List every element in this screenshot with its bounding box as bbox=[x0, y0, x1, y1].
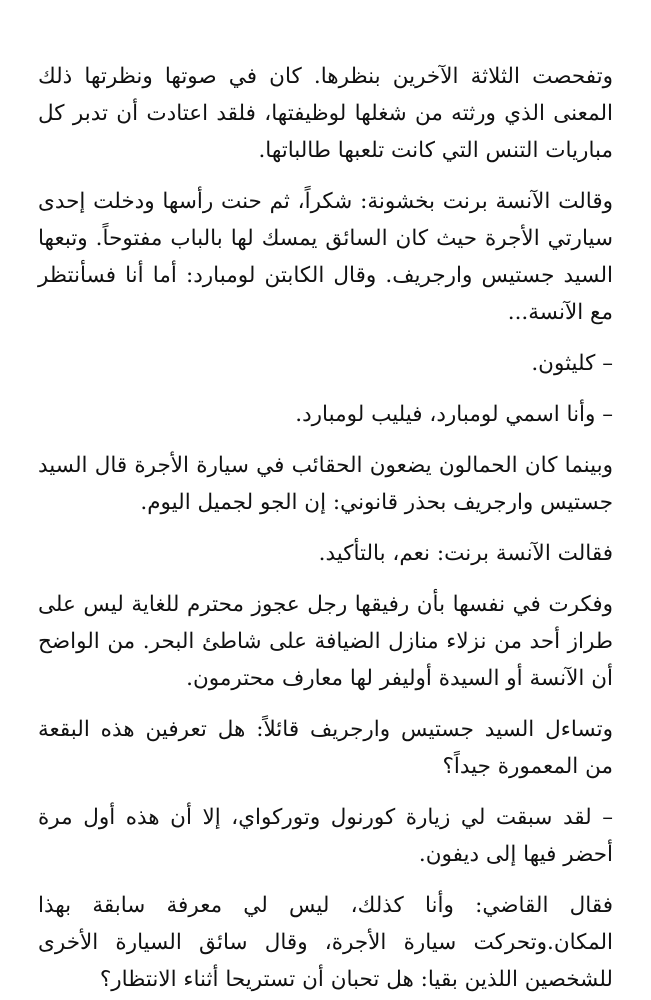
paragraph-9: – لقد سبقت لي زيارة كورنول وتوركواي، إلا أن هذه أول مرة أحضر فيها إلى ديفون. bbox=[38, 805, 613, 867]
paragraph-5: وبينما كان الحمالون يضعون الحقائب في سيارة الأجرة قال السيد جستيس وارجريف بحذر قانوني: إن الجو لجميل اليوم. bbox=[38, 453, 613, 515]
paragraph-3: – كليثون. bbox=[531, 351, 613, 376]
paragraph-10: فقال القاضي: وأنا كذلك، ليس لي معرفة سابقة بهذا المكان.وتحركت سيارة الأجرة، وقال سائق السيارة الأخرى للشخصين اللذين بقيا: هل تحبان أن تستريحا أثناء الانتظار؟ bbox=[38, 893, 613, 992]
paragraph-6: فقالت الآنسة برنت: نعم، بالتأكيد. bbox=[318, 541, 613, 566]
paragraph-8: وتساءل السيد جستيس وارجريف قائلاً: هل تعرفين هذه البقعة من المعمورة جيداً؟ bbox=[38, 717, 613, 779]
paragraph-1: وتفحصت الثلاثة الآخرين بنظرها. كان في صوتها ونظرتها ذلك المعنى الذي ورثته من شغلها لوظيفتها، فلقد اعتادت أن تدبر كل مباريات التنس التي كانت تلعبها طالباتها. bbox=[38, 64, 613, 163]
paragraph-7: وفكرت في نفسها بأن رفيقها رجل عجوز محترم للغاية ليس على طراز أحد من نزلاء منازل الضيافة على شاطئ البحر. من الواضح أن الآنسة أو السيدة أوليفر لها معارف محترمون. bbox=[38, 592, 613, 691]
paragraph-4: – وأنا اسمي لومبارد، فيليب لومبارد. bbox=[295, 402, 613, 427]
paragraph-2: وقالت الآنسة برنت بخشونة: شكراً، ثم حنت رأسها ودخلت إحدى سيارتي الأجرة حيث كان السائق يمسك لها بالباب مفتوحاً. وتبعها السيد جستيس وارجريف. وقال الكابتن لومبارد: أما أنا فسأنتظر مع الآنسة... bbox=[38, 189, 613, 325]
